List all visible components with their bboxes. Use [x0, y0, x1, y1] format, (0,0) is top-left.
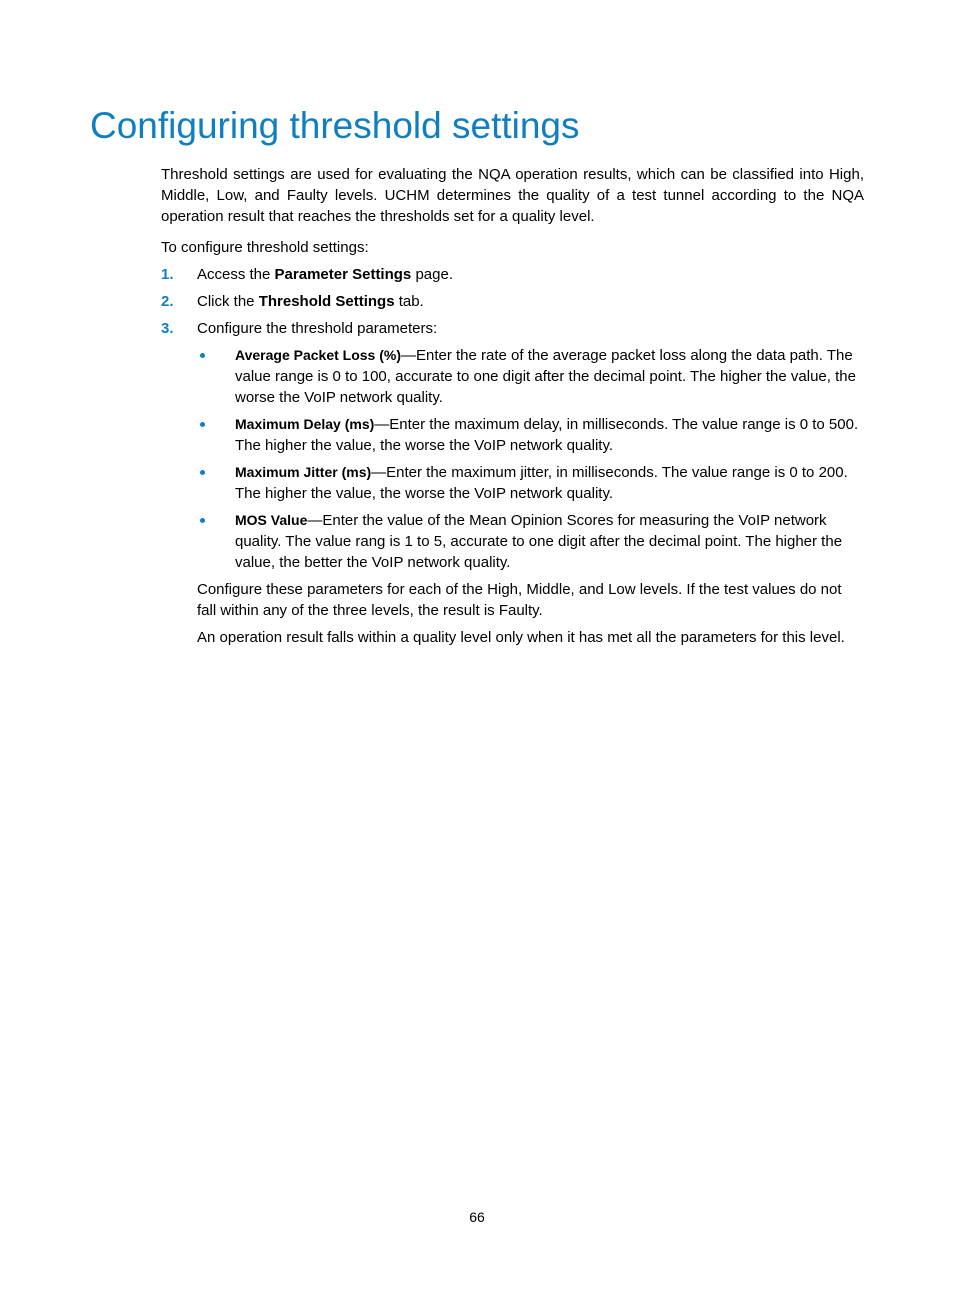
step-number: 3.: [161, 320, 174, 337]
bullet-icon: [200, 422, 205, 427]
parameter-item: [197, 345, 864, 408]
bullet-icon: [200, 353, 205, 358]
intro-paragraph: Threshold settings are used for evaluating the NQA operation results, which can be classified into High, Middle, Low, and Faulty levels. UCHM determines the quality of a test tunnel according to the NQA operation result that reaches the thresholds set for a quality level.: [161, 166, 864, 225]
procedure-steps: [161, 264, 864, 648]
operation-result-note: An operation result falls within a quality level only when it has met all the parameters for this level.: [197, 629, 845, 646]
section-body: [161, 164, 864, 654]
step-item: [161, 318, 864, 648]
step-number: 1.: [161, 266, 174, 283]
parameter-name: Maximum Delay (ms): [235, 416, 375, 432]
step-text: [197, 293, 424, 310]
step-text: [197, 266, 453, 283]
parameter-description: —Enter the maximum delay, in milliseconds. The value range is 0 to 500. The higher the value, the worse the VoIP network quality.: [235, 416, 859, 454]
parameter-item: [197, 414, 864, 456]
parameter-item: [197, 510, 864, 573]
parameter-name: MOS Value: [235, 512, 308, 528]
levels-note: Configure these parameters for each of the High, Middle, and Low levels. If the test values do not fall within any of the three levels, the result is Faulty.: [197, 581, 842, 619]
step-number: 2.: [161, 293, 174, 310]
step-item: [161, 264, 864, 285]
page-number: 66: [469, 1209, 485, 1225]
step-text: Configure the threshold parameters:: [197, 320, 438, 337]
ui-element-name: Threshold Settings: [258, 293, 395, 310]
step-text-pre: Click the: [197, 293, 259, 310]
parameter-name: Maximum Jitter (ms): [235, 464, 372, 480]
parameter-description: —Enter the rate of the average packet loss along the data path. The value range is 0 to 100, accurate to one digit after the decimal point. The higher the value, the worse the VoIP network quality.: [235, 347, 856, 406]
step-item: [161, 291, 864, 312]
step-text-pre: Access the: [197, 266, 275, 283]
procedure-lead-in: To configure threshold settings:: [161, 239, 369, 256]
page-title: Configuring threshold settings: [90, 105, 580, 146]
parameter-description: —Enter the value of the Mean Opinion Scores for measuring the VoIP network quality. The value rang is 1 to 5, accurate to one digit after the decimal point. The higher the value, the better the VoIP network quality.: [235, 512, 843, 571]
parameter-item: [197, 462, 864, 504]
bullet-icon: [200, 470, 205, 475]
bullet-icon: [200, 518, 205, 523]
ui-element-name: Parameter Settings: [274, 266, 412, 283]
parameter-description: —Enter the maximum jitter, in milliseconds. The value range is 0 to 200. The higher the value, the worse the VoIP network quality.: [235, 464, 848, 502]
step-text-post: tab.: [394, 293, 424, 310]
parameter-name: Average Packet Loss (%): [235, 347, 401, 363]
parameter-list: [197, 345, 864, 573]
step-text-post: page.: [411, 266, 453, 283]
